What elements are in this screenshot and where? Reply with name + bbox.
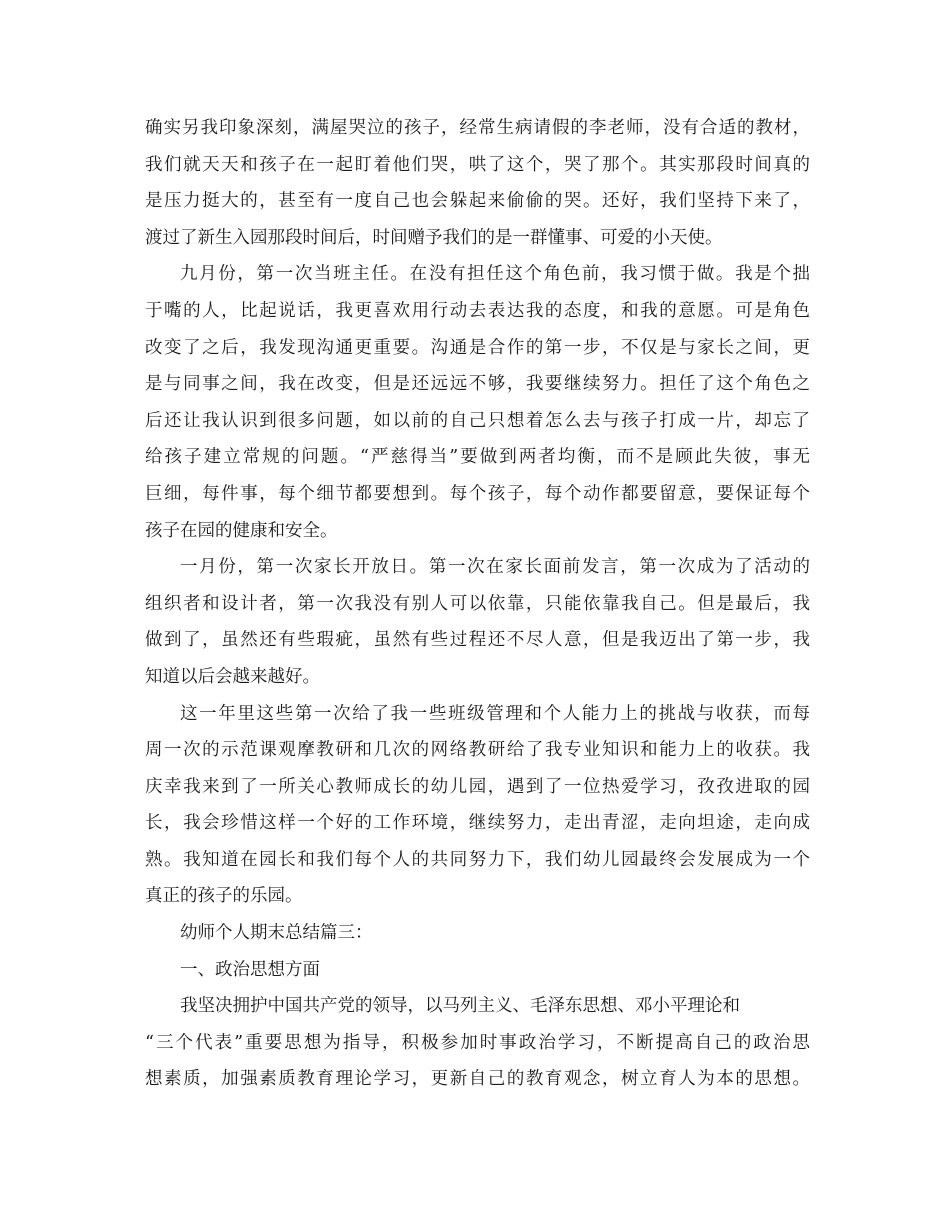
text-line: 真正的孩子的乐园。: [145, 886, 303, 907]
text-line: 巨细，每件事，每个细节都要想到。每个孩子，每个动作都要留意，要保证每个: [145, 483, 810, 504]
text-line: 确实另我印象深刻，满屋哭泣的孩子，经常生病请假的李老师，没有合适的教材，: [145, 118, 810, 138]
text-line: 是压力挺大的，甚至有一度自己也会躲起来偷偷的哭。还好，我们坚持下来了，: [145, 191, 810, 212]
text-line: 长，我会珍惜这样一个好的工作环境，继续努力，走出青涩，走向坦途，走向成: [145, 813, 810, 834]
text-line: 孩子在园的健康和安全。: [145, 520, 338, 541]
text-line: 知道以后会越来越好。: [145, 666, 320, 687]
text-line: 后还让我认识到很多问题，如以前的自己只想着怎么去与孩子打成一片，却忘了: [145, 410, 810, 431]
text-line: “三个代表”重要思想为指导，积极参加时事政治学习，不断提高自己的政治思: [145, 1032, 810, 1053]
text-line: 我坚决拥护中国共产党的领导，以马列主义、毛泽东思想、邓小平理论和: [180, 996, 740, 1017]
text-line: 熟。我知道在园长和我们每个人的共同努力下，我们幼儿园最终会发展成为一个: [145, 849, 810, 870]
document-body: [145, 110, 810, 1098]
text-line: 庆幸我来到了一所关心教师成长的幼儿园，遇到了一位热爱学习，孜孜进取的园: [145, 776, 810, 797]
text-line: 渡过了新生入园那段时间后，时间赠予我们的是一群懂事、可爱的小天使。: [145, 227, 723, 248]
text-line: 做到了，虽然还有些瑕疵，虽然有些过程还不尽人意，但是我迈出了第一步，我: [145, 630, 810, 651]
text-line: 想素质，加强素质教育理论学习，更新自己的教育观念，树立育人为本的思想。: [145, 1069, 810, 1090]
text-line: 幼师个人期末总结篇三：: [180, 923, 373, 944]
text-line: 给孩子建立常规的问题。“严慈得当”要做到两者均衡，而不是顾此失彼，事无: [145, 447, 810, 468]
text-line: 改变了之后，我发现沟通更重要。沟通是合作的第一步，不仅是与家长之间，更: [145, 337, 810, 358]
text-line: 这一年里这些第一次给了我一些班级管理和个人能力上的挑战与收获，而每: [180, 703, 810, 724]
text-line: 于嘴的人，比起说话，我更喜欢用行动去表达我的态度，和我的意愿。可是角色: [145, 300, 810, 321]
text-line: 组织者和设计者，第一次我没有别人可以依靠，只能依靠我自己。但是最后，我: [145, 593, 810, 614]
text-line: 我们就天天和孩子在一起盯着他们哭，哄了这个，哭了那个。其实那段时间真的: [145, 154, 810, 175]
text-line: 是与同事之间，我在改变，但是还远远不够，我要继续努力。担任了这个角色之: [145, 374, 810, 395]
text-line: 九月份，第一次当班主任。在没有担任这个角色前，我习惯于做。我是个拙: [180, 264, 810, 285]
text-line: 周一次的示范课观摩教研和几次的网络教研给了我专业知识和能力上的收获。我: [145, 740, 810, 761]
text-line: 一月份，第一次家长开放日。第一次在家长面前发言，第一次成为了活动的: [180, 557, 810, 578]
text-line: 一、政治思想方面: [180, 959, 320, 980]
